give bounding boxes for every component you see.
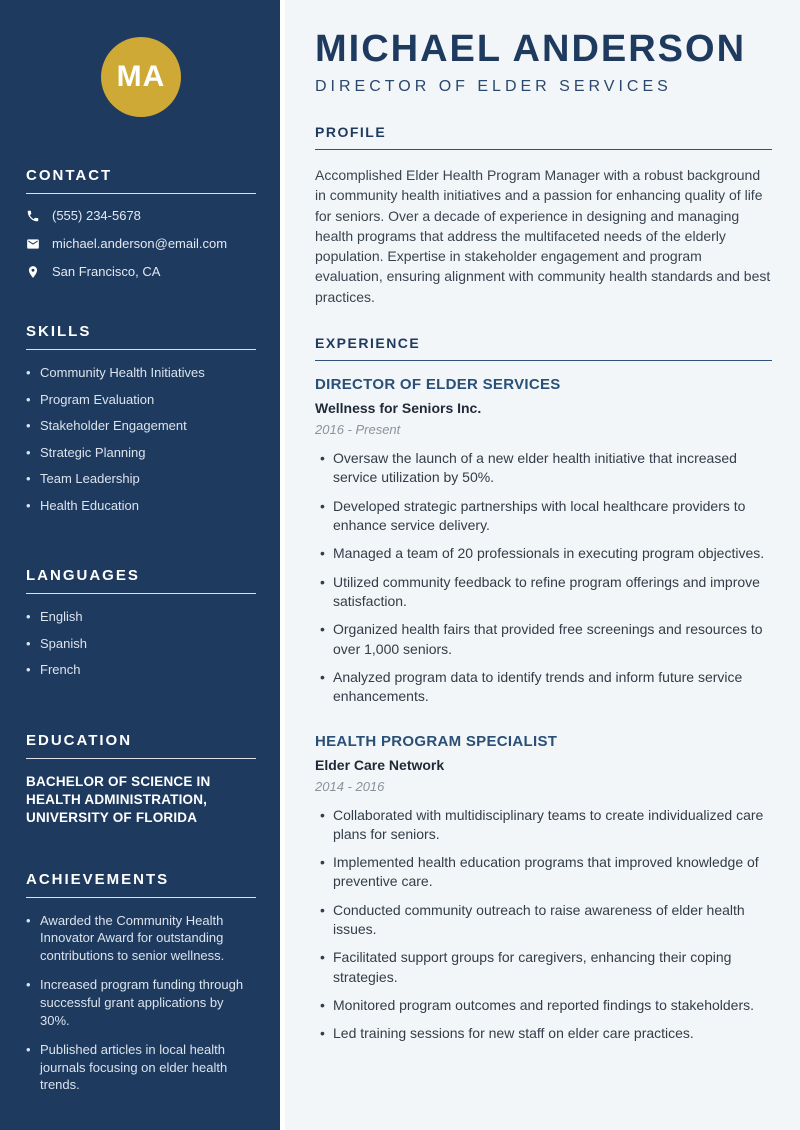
languages-section: [26, 567, 256, 688]
language-item: • Spanish: [26, 635, 256, 653]
job-bullet-list: [315, 806, 772, 1044]
job-bullet: • Collaborated with multidisciplinary teams to create individualized care plans for seniors.: [315, 806, 772, 845]
job-role: DIRECTOR OF ELDER SERVICES: [315, 376, 561, 394]
person-title: DIRECTOR OF ELDER SERVICES: [315, 78, 672, 95]
skill-item: • Program Evaluation: [26, 391, 256, 409]
achievement-item: • Increased program funding through successful grant applications by 30%.: [26, 976, 256, 1029]
skills-list: [26, 364, 256, 514]
contact-phone: (555) 234-5678: [52, 208, 141, 223]
job-entry-1: [315, 376, 772, 706]
profile-heading: PROFILE: [315, 124, 772, 150]
achievements-list: [26, 912, 256, 1094]
contact-phone-row: [26, 208, 256, 223]
phone-icon: [26, 209, 40, 223]
location-pin-icon: [26, 265, 40, 279]
job-role: HEALTH PROGRAM SPECIALIST: [315, 732, 558, 750]
job-company: Wellness for Seniors Inc.: [315, 400, 482, 417]
achievements-section: [26, 871, 256, 1106]
languages-list: [26, 608, 256, 679]
skill-item: • Health Education: [26, 497, 256, 515]
sidebar: [0, 0, 280, 1130]
education-degree: BACHELOR OF SCIENCE IN HEALTH ADMINISTRATION, UNIVERSITY OF FLORIDA: [26, 773, 211, 825]
contact-location: San Francisco, CA: [52, 264, 161, 279]
skill-item: • Community Health Initiatives: [26, 364, 256, 382]
language-item: • French: [26, 661, 256, 679]
job-bullet: • Organized health fairs that provided free screenings and resources to over 1,000 seniors.: [315, 620, 772, 659]
job-dates: 2016 - Present: [315, 422, 401, 438]
job-company: Elder Care Network: [315, 756, 445, 773]
avatar: [101, 37, 181, 117]
profile-section: [315, 124, 772, 307]
job-entry-2: [315, 733, 772, 1044]
skills-heading: SKILLS: [26, 323, 256, 350]
contact-email-row: [26, 236, 256, 251]
job-bullet: • Utilized community feedback to refine program offerings and improve satisfaction.: [315, 573, 772, 612]
contact-section: [26, 167, 256, 279]
languages-heading: LANGUAGES: [26, 567, 256, 594]
job-dates: 2014 - 2016: [315, 778, 385, 794]
education-section: [26, 732, 256, 827]
job-bullet: • Analyzed program data to identify trends and inform future service enhancements.: [315, 668, 772, 707]
skills-section: [26, 323, 256, 523]
job-bullet: • Facilitated support groups for caregivers, enhancing their coping strategies.: [315, 948, 772, 987]
experience-section: [315, 335, 772, 1044]
main-content: [280, 0, 800, 1130]
language-item: • English: [26, 608, 256, 626]
job-bullet: • Implemented health education programs that improved knowledge of preventive care.: [315, 853, 772, 892]
achievement-item: • Published articles in local health journals focusing on elder health trends.: [26, 1041, 256, 1094]
job-bullet: • Conducted community outreach to raise awareness of elder health issues.: [315, 901, 772, 940]
achievements-heading: ACHIEVEMENTS: [26, 871, 256, 898]
skill-item: • Stakeholder Engagement: [26, 417, 256, 435]
education-heading: EDUCATION: [26, 732, 256, 759]
avatar-initials: MA: [116, 60, 166, 93]
contact-email: michael.anderson@email.com: [52, 236, 228, 251]
achievement-item: • Awarded the Community Health Innovator Award for outstanding contributions to senior wellness.: [26, 912, 256, 965]
job-bullet: • Developed strategic partnerships with local healthcare providers to enhance service delivery.: [315, 497, 772, 536]
skill-item: • Strategic Planning: [26, 444, 256, 462]
job-bullet: • Monitored program outcomes and reported findings to stakeholders.: [315, 996, 772, 1015]
job-bullet-list: [315, 449, 772, 706]
email-icon: [26, 237, 40, 251]
person-name: MICHAEL ANDERSON: [315, 28, 747, 70]
contact-heading: CONTACT: [26, 167, 256, 194]
job-bullet: • Oversaw the launch of a new elder health initiative that increased service utilization by 50%.: [315, 449, 772, 488]
avatar-container: [26, 37, 256, 117]
profile-text: Accomplished Elder Health Program Manager with a robust background in community health initiatives and a passion for enhancing quality of life for seniors. Over a decade of experience in designing and managing health programs that address the multifaceted needs of the elderly population. Expertise in stakeholder engagement and program evaluation, ensuring alignment with community health standards and best practices.: [315, 167, 771, 305]
contact-location-row: [26, 264, 256, 279]
job-bullet: • Led training sessions for new staff on elder care practices.: [315, 1024, 772, 1043]
skill-item: • Team Leadership: [26, 470, 256, 488]
experience-heading: EXPERIENCE: [315, 335, 772, 361]
job-bullet: • Managed a team of 20 professionals in executing program objectives.: [315, 544, 772, 563]
